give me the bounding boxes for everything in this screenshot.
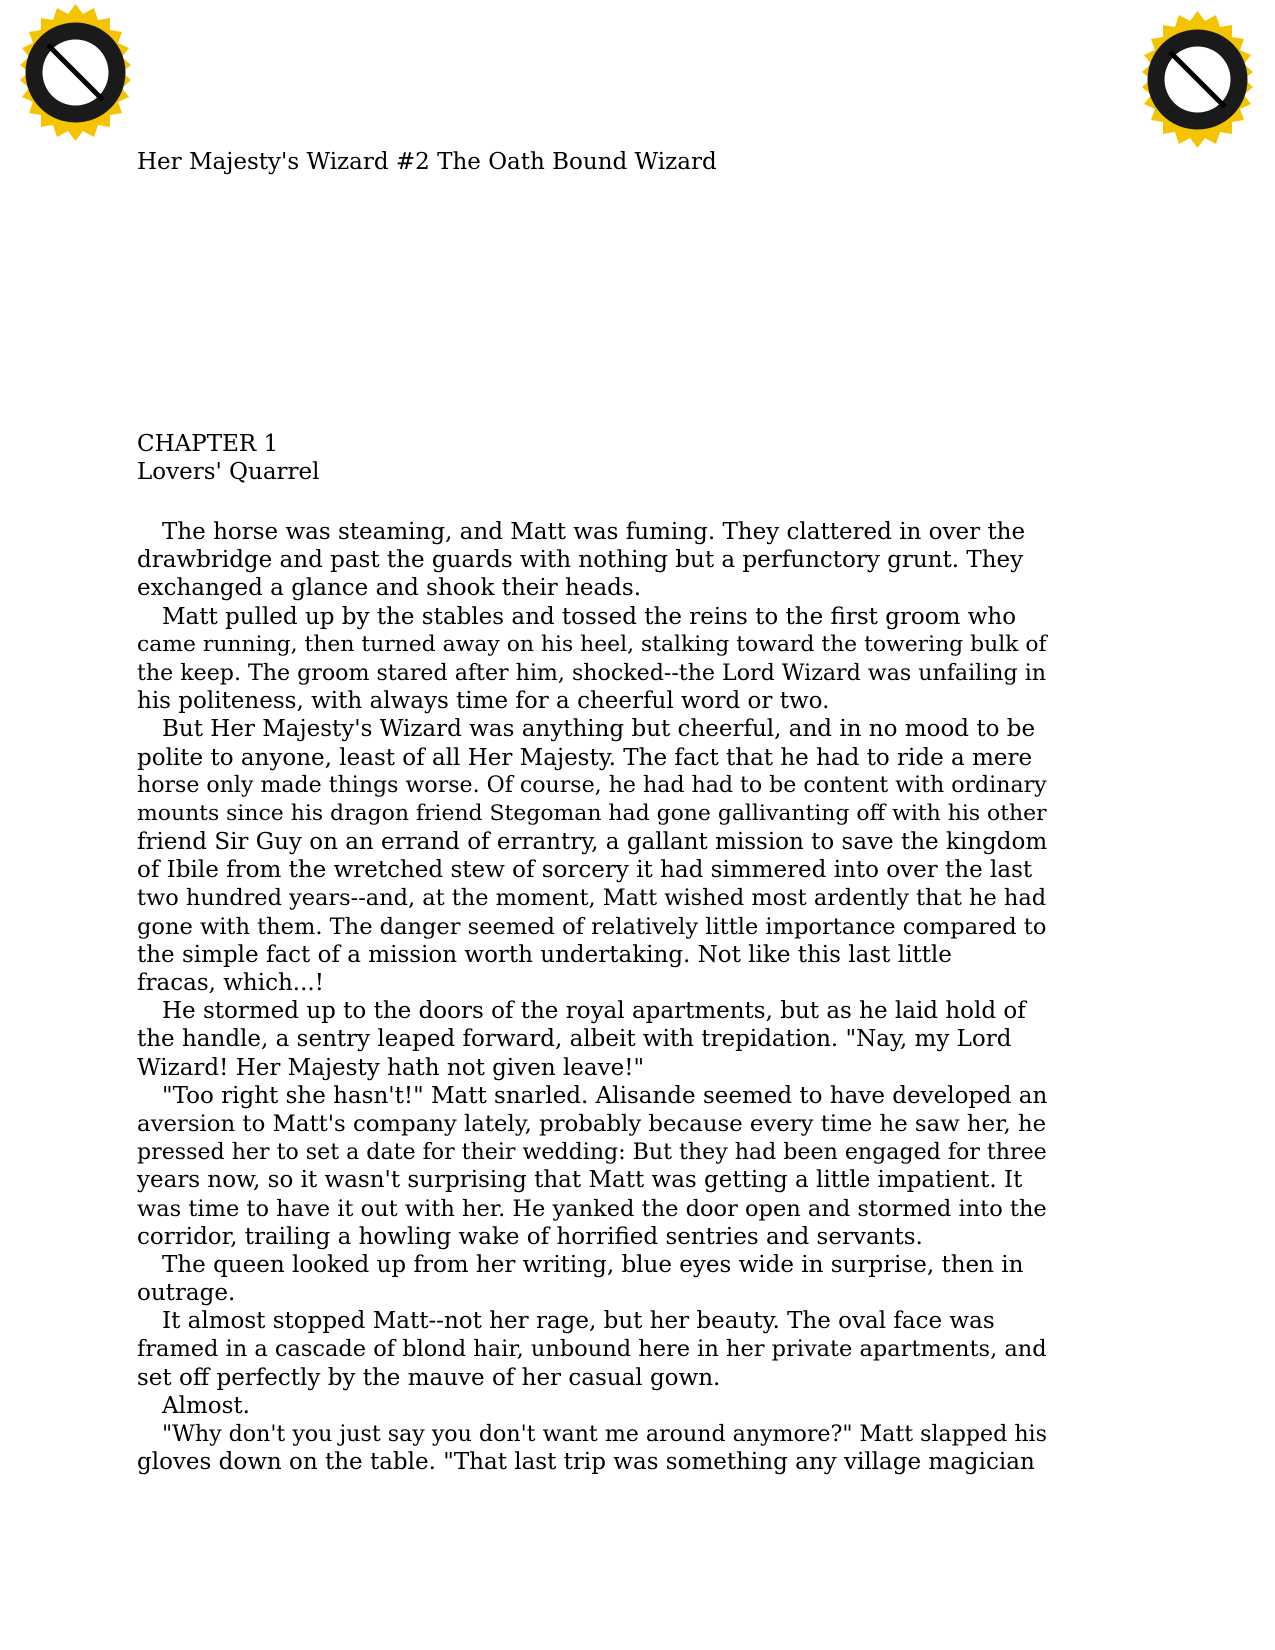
- text-line: Wizard! Her Majesty hath not given leave!": [137, 1054, 645, 1081]
- text-line: framed in a cascade of blond hair, unbound here in her private apartments, and: [137, 1336, 1047, 1363]
- text-line: of Ibile from the wretched stew of sorcery it had simmered into over the last: [137, 857, 1033, 884]
- text-line: the keep. The groom stared after him, shocked--the Lord Wizard was unfailing in: [137, 659, 1047, 686]
- text-line: polite to anyone, least of all Her Majesty. The fact that he had to ride a mere: [137, 744, 1033, 771]
- chapter-number: CHAPTER 1: [137, 431, 279, 457]
- text-line: The horse was steaming, and Matt was fuming. They clattered in over the: [162, 519, 1026, 545]
- text-line: pressed her to set a date for their wedding: But they had been engaged for three: [137, 1139, 1047, 1166]
- text-line: But Her Majesty's Wizard was anything but cheerful, and in no mood to be: [162, 716, 1036, 743]
- chapter-body: [137, 518, 1047, 1476]
- text-line: the handle, a sentry leaped forward, albeit with trepidation. "Nay, my Lord: [137, 1026, 1012, 1053]
- text-line: his politeness, with always time for a cheerful word or two.: [137, 688, 830, 715]
- text-line: friend Sir Guy on an errand of errantry, a gallant mission to save the kingdom: [137, 829, 1048, 856]
- text-line: Almost.: [162, 1392, 250, 1419]
- text-line: The queen looked up from her writing, blue eyes wide in surprise, then in: [162, 1251, 1024, 1278]
- text-line: fracas, which...!: [137, 970, 324, 996]
- document-title: Her Majesty's Wizard #2 The Oath Bound Wizard: [137, 149, 717, 175]
- text-line: was time to have it out with her. He yanked the door open and stormed into the: [137, 1195, 1047, 1222]
- text-line: aversion to Matt's company lately, probably because every time he saw her, he: [137, 1110, 1047, 1137]
- abbyy-watermark-badge-left[interactable]: [3, 0, 148, 145]
- text-line: two hundred years--and, at the moment, Matt wished most ardently that he had: [137, 885, 1047, 912]
- text-line: Matt pulled up by the stables and tossed the reins to the first groom who: [162, 603, 1017, 630]
- text-line: mounts since his dragon friend Stegoman had gone gallivanting off with his other: [137, 800, 1047, 826]
- abbyy-seal-icon: [3, 0, 148, 145]
- abbyy-seal-icon: [1125, 7, 1270, 152]
- text-line: "Too right she hasn't!" Matt snarled. Alisande seemed to have developed an: [162, 1082, 1048, 1109]
- text-line: drawbridge and past the guards with nothing but a perfunctory grunt. They: [137, 547, 1024, 574]
- text-line: exchanged a glance and shook their heads.: [137, 575, 642, 602]
- text-line: gone with them. The danger seemed of relatively little importance compared to: [137, 913, 1047, 940]
- text-line: horse only made things worse. Of course, he had had to be content with ordinary: [137, 772, 1047, 798]
- text-line: years now, so it wasn't surprising that Matt was getting a little impatient. It: [137, 1167, 1023, 1194]
- text-line: "Why don't you just say you don't want me around anymore?" Matt slapped his: [162, 1421, 1047, 1447]
- abbyy-watermark-badge-right[interactable]: [1125, 7, 1270, 152]
- chapter-title: Lovers' Quarrel: [137, 459, 320, 485]
- text-line: the simple fact of a mission worth undertaking. Not like this last little: [137, 941, 952, 968]
- text-line: gloves down on the table. "That last trip was something any village magician: [137, 1449, 1035, 1476]
- text-line: corridor, trailing a howling wake of horrified sentries and servants.: [137, 1223, 923, 1250]
- text-line: He stormed up to the doors of the royal apartments, but as he laid hold of: [162, 998, 1026, 1025]
- text-line: came running, then turned away on his heel, stalking toward the towering bulk of: [137, 631, 1047, 657]
- text-line: set off perfectly by the mauve of her casual gown.: [137, 1364, 721, 1391]
- text-line: It almost stopped Matt--not her rage, but her beauty. The oval face was: [162, 1308, 995, 1335]
- text-line: outrage.: [137, 1280, 236, 1307]
